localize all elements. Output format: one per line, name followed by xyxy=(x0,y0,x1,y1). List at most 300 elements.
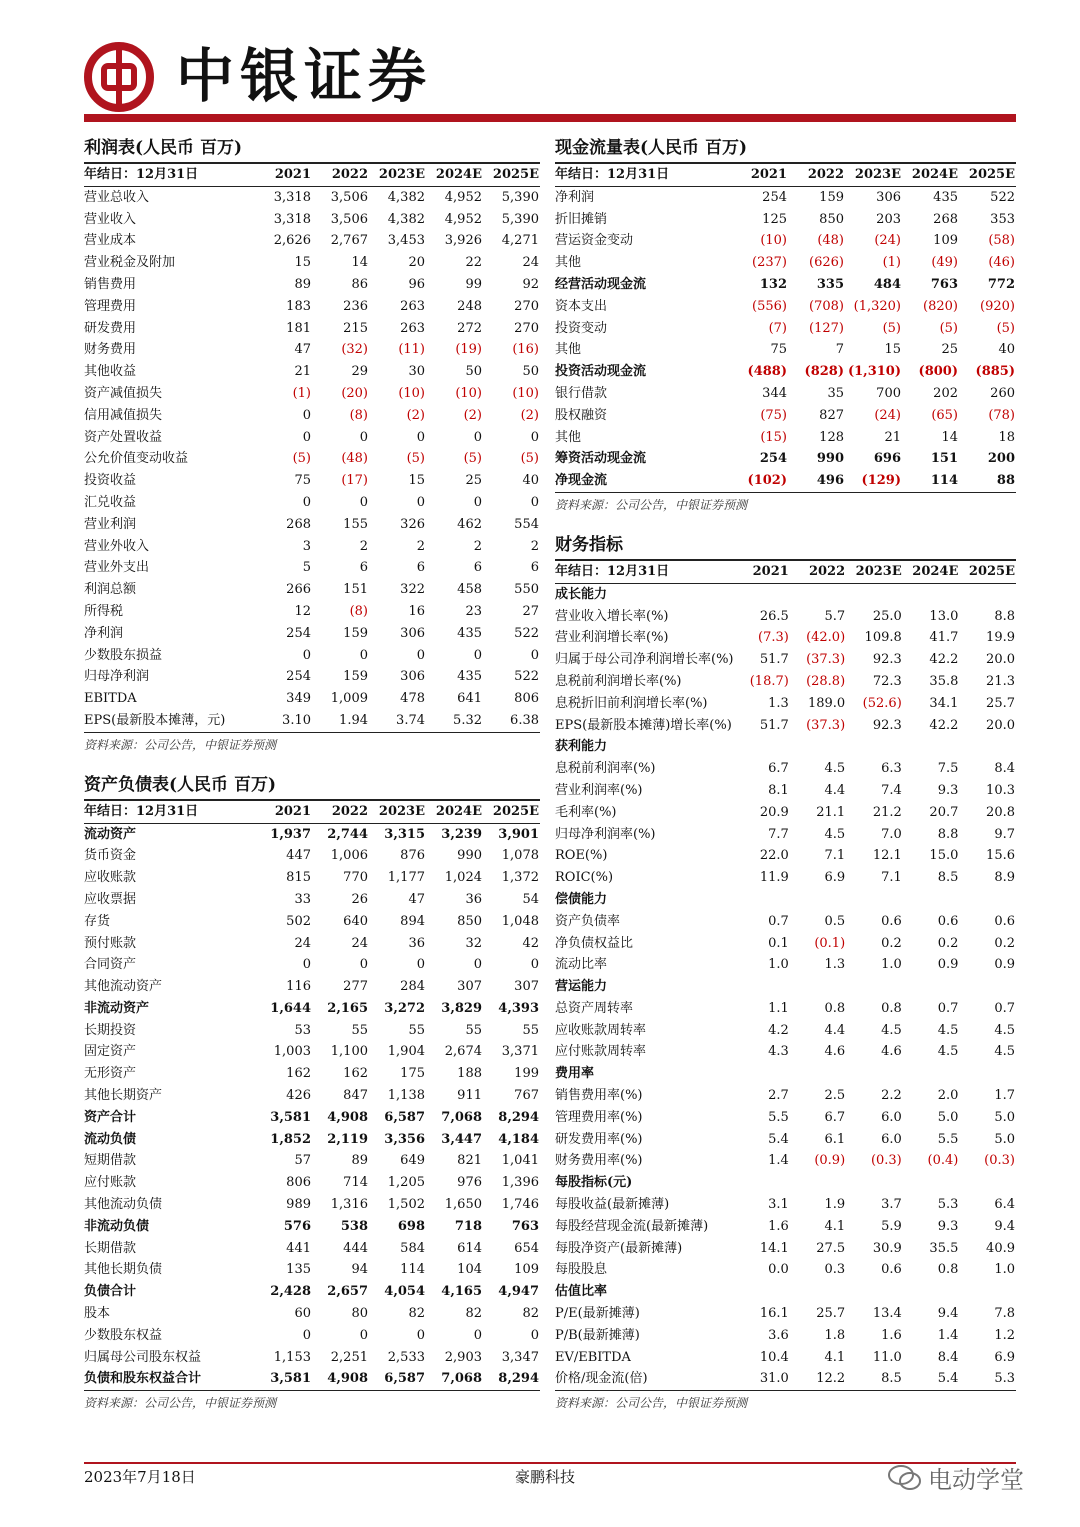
row-value: 99 xyxy=(465,276,482,292)
row-value: 584 xyxy=(400,1240,425,1256)
balance-title: 资产负债表(人民币 百万) xyxy=(84,771,540,801)
row-value: 349 xyxy=(286,691,311,707)
row-value: 0.3 xyxy=(824,1262,846,1278)
table-row xyxy=(555,1238,1016,1260)
row-value: 3,581 xyxy=(270,1371,311,1387)
table-row xyxy=(84,867,540,889)
table-row xyxy=(555,1216,1016,1238)
row-value: 6.38 xyxy=(510,712,539,728)
row-value xyxy=(734,736,790,758)
row-value: 0.1 xyxy=(768,935,789,951)
table-row xyxy=(84,383,540,405)
row-value: 1,078 xyxy=(501,848,539,864)
row-value xyxy=(959,736,1016,758)
row-value: 9.4 xyxy=(937,1306,959,1322)
table-row xyxy=(84,1238,540,1260)
row-label: EPS(最新股本摊薄，元) xyxy=(84,712,226,728)
indicators-source: 资料来源：公司公告，中银证券预测 xyxy=(555,1390,1016,1415)
row-value: 40.9 xyxy=(986,1240,1015,1256)
row-label: 销售费用 xyxy=(84,276,137,292)
row-value: (129) xyxy=(861,473,901,489)
row-value: 0 xyxy=(473,647,482,663)
row-value: (10) xyxy=(455,385,482,401)
row-label: 净现金流 xyxy=(555,473,608,489)
row-value: 25.0 xyxy=(872,608,902,624)
row-label: 长期投资 xyxy=(84,1022,137,1038)
row-value: 7,068 xyxy=(441,1371,482,1387)
table-row xyxy=(555,1041,1016,1063)
table-row xyxy=(555,186,1016,208)
table-row xyxy=(84,1172,540,1194)
row-value: 990 xyxy=(816,451,844,467)
row-value: 155 xyxy=(343,516,368,532)
row-value: (0.1) xyxy=(814,935,846,951)
row-value: 55 xyxy=(408,1022,425,1038)
row-value: 114 xyxy=(930,473,958,489)
row-value: 25 xyxy=(465,473,482,489)
row-value: 344 xyxy=(762,385,787,401)
row-value: 2,767 xyxy=(330,233,368,249)
row-value: 0.6 xyxy=(994,913,1015,929)
row-value: 0 xyxy=(473,957,482,973)
row-value: 767 xyxy=(514,1088,539,1104)
table-row xyxy=(84,1347,540,1369)
row-value: 1,852 xyxy=(270,1131,311,1147)
table-row xyxy=(84,339,540,361)
footer-rule xyxy=(84,1462,1016,1464)
row-value: 80 xyxy=(351,1306,368,1322)
row-value: 8.4 xyxy=(937,1349,959,1365)
indicators-title: 财务指标 xyxy=(555,531,1016,561)
row-label: 应收账款 xyxy=(84,870,137,886)
row-value: 266 xyxy=(286,582,311,598)
balance-table xyxy=(84,801,540,1391)
row-value: 763 xyxy=(930,276,958,292)
row-value: 1.3 xyxy=(824,957,846,973)
row-value: 2,744 xyxy=(327,826,368,842)
row-value xyxy=(959,1281,1016,1303)
row-value: 135 xyxy=(286,1262,311,1278)
table-row xyxy=(555,780,1016,802)
row-value: (10) xyxy=(398,385,425,401)
row-value: 0 xyxy=(530,1327,539,1343)
row-value: 26 xyxy=(351,891,368,907)
row-label: 应付账款 xyxy=(84,1175,137,1191)
row-value: 2,626 xyxy=(273,233,311,249)
table-row xyxy=(84,601,540,623)
row-value: 0 xyxy=(473,1327,482,1343)
row-value: 5.3 xyxy=(994,1371,1015,1387)
row-value: (0.3) xyxy=(984,1153,1015,1169)
row-value: 522 xyxy=(990,189,1015,205)
header-label: 年结日：12月31日 xyxy=(84,164,255,186)
table-row xyxy=(84,1281,540,1303)
row-value: 1.4 xyxy=(768,1153,789,1169)
table-row xyxy=(84,688,540,710)
row-value: 447 xyxy=(286,848,311,864)
table-row xyxy=(84,889,540,911)
row-value: 254 xyxy=(762,189,787,205)
row-value: 1,316 xyxy=(330,1197,368,1213)
row-value: 1.0 xyxy=(768,957,789,973)
row-value: 4.3 xyxy=(768,1044,789,1060)
row-value: 10.3 xyxy=(986,782,1015,798)
row-value: 6 xyxy=(473,560,482,576)
row-value: 2 xyxy=(530,538,539,554)
right-column xyxy=(555,134,1016,1429)
row-value: (49) xyxy=(931,255,958,271)
row-value: 92.3 xyxy=(872,717,902,733)
row-value: 10.4 xyxy=(759,1349,789,1365)
row-value: (37.3) xyxy=(806,717,846,733)
row-value: 0.7 xyxy=(937,1000,959,1016)
row-value: 3,506 xyxy=(330,189,368,205)
row-value: 1.9 xyxy=(824,1197,846,1213)
table-row xyxy=(555,889,1016,911)
table-row xyxy=(84,623,540,645)
row-value: 175 xyxy=(400,1066,425,1082)
row-value: 5.4 xyxy=(768,1131,789,1147)
row-value: 89 xyxy=(294,276,311,292)
row-value: (626) xyxy=(809,255,844,271)
table-row xyxy=(84,405,540,427)
row-value: 12.2 xyxy=(816,1371,846,1387)
row-value: 0.5 xyxy=(824,913,846,929)
brand-name: 中银证券 xyxy=(176,42,433,110)
row-label: 营业成本 xyxy=(84,233,137,249)
row-label: 筹资活动现金流 xyxy=(555,451,647,467)
row-value: (820) xyxy=(923,298,958,314)
row-value: 3,453 xyxy=(387,233,425,249)
row-value: 714 xyxy=(343,1175,368,1191)
row-value: 14.1 xyxy=(759,1240,789,1256)
row-value: 5.5 xyxy=(937,1131,959,1147)
row-value: 109 xyxy=(933,233,958,249)
row-value: 6.7 xyxy=(768,761,789,777)
row-value: (0.4) xyxy=(927,1153,959,1169)
table-header-row xyxy=(555,561,1016,583)
table-header-row xyxy=(555,164,1016,186)
row-label: 财务费用 xyxy=(84,342,137,358)
row-value: (1,320) xyxy=(853,298,901,314)
row-value: 850 xyxy=(819,211,844,227)
row-value: 3.1 xyxy=(768,1197,789,1213)
row-value: 15 xyxy=(884,342,901,358)
row-value: 1,048 xyxy=(501,913,539,929)
row-value: 976 xyxy=(457,1175,482,1191)
row-value: (16) xyxy=(512,342,539,358)
row-value: 263 xyxy=(400,320,425,336)
row-label: 每股经营现金流(最新摊薄) xyxy=(555,1218,709,1234)
row-value: 55 xyxy=(522,1022,539,1038)
row-value: 821 xyxy=(457,1153,482,1169)
row-value: 827 xyxy=(819,407,844,423)
row-value: 4.6 xyxy=(824,1044,846,1060)
row-label: P/E(最新摊薄) xyxy=(555,1306,640,1322)
row-label: 资产合计 xyxy=(84,1109,137,1125)
row-value: 1.6 xyxy=(881,1327,902,1343)
row-value: 21 xyxy=(294,364,311,380)
row-value: 20.8 xyxy=(986,804,1015,820)
row-label: 营业总收入 xyxy=(84,189,150,205)
row-value: 96 xyxy=(408,276,425,292)
row-value: 484 xyxy=(873,276,901,292)
row-value: 3,901 xyxy=(498,826,539,842)
table-row xyxy=(84,1041,540,1063)
table-row xyxy=(84,318,540,340)
row-value: 7.8 xyxy=(994,1306,1015,1322)
row-value: 23 xyxy=(465,603,482,619)
row-label: 营业利润率(%) xyxy=(555,782,643,798)
row-value: (800) xyxy=(918,364,958,380)
row-value: 876 xyxy=(400,848,425,864)
row-label: 价格/现金流(倍) xyxy=(555,1371,648,1387)
header-year: 2024E xyxy=(903,561,960,583)
table-row xyxy=(555,845,1016,867)
table-row xyxy=(84,1303,540,1325)
row-value: (46) xyxy=(988,255,1015,271)
watermark-text: 电动学堂 xyxy=(928,1466,1024,1494)
table-row xyxy=(555,1150,1016,1172)
row-value: 0.7 xyxy=(768,913,789,929)
row-value: 35.5 xyxy=(929,1240,959,1256)
row-value xyxy=(903,1063,960,1085)
row-value: (920) xyxy=(980,298,1015,314)
row-label: 毛利率(%) xyxy=(555,804,617,820)
table-row xyxy=(84,710,540,732)
row-label: 非流动资产 xyxy=(84,1000,150,1016)
row-label: 资产处置收益 xyxy=(84,429,163,445)
row-value: 4,393 xyxy=(498,1000,539,1016)
table-row xyxy=(84,823,540,845)
row-value: (5) xyxy=(882,320,901,336)
row-value: 326 xyxy=(400,516,425,532)
row-value: 20 xyxy=(408,255,425,271)
table-row xyxy=(555,1020,1016,1042)
row-value: 0.0 xyxy=(768,1262,789,1278)
row-value: 248 xyxy=(457,298,482,314)
row-value: (127) xyxy=(809,320,844,336)
row-label: 股权融资 xyxy=(555,407,608,423)
row-value: 30 xyxy=(408,364,425,380)
row-label: 所得税 xyxy=(84,603,124,619)
row-value xyxy=(790,976,846,998)
row-label: 信用减值损失 xyxy=(84,407,163,423)
row-value: 426 xyxy=(286,1088,311,1104)
row-label: 估值比率 xyxy=(555,1284,608,1300)
row-label: 财务费用率(%) xyxy=(555,1153,643,1169)
row-value: (42.0) xyxy=(806,630,846,646)
row-value: 2,428 xyxy=(270,1284,311,1300)
row-value xyxy=(846,1172,903,1194)
row-value: 7.1 xyxy=(824,848,846,864)
row-label: 销售费用率(%) xyxy=(555,1088,643,1104)
row-value: (0.3) xyxy=(870,1153,902,1169)
row-value: 3.6 xyxy=(768,1327,789,1343)
row-value: 128 xyxy=(819,429,844,445)
table-row xyxy=(555,252,1016,274)
row-value: 203 xyxy=(876,211,901,227)
row-value: 0 xyxy=(359,429,368,445)
row-value: 3,447 xyxy=(441,1131,482,1147)
table-row xyxy=(555,1194,1016,1216)
row-label: 资产减值损失 xyxy=(84,385,163,401)
row-value xyxy=(846,1281,903,1303)
table-row xyxy=(84,579,540,601)
row-value xyxy=(790,1172,846,1194)
row-value: 20.0 xyxy=(986,652,1015,668)
row-value: (24) xyxy=(874,233,901,249)
row-value: 50 xyxy=(522,364,539,380)
table-row xyxy=(555,933,1016,955)
header-year: 2023E xyxy=(369,164,426,186)
cashflow-table xyxy=(555,164,1016,492)
row-value: 92 xyxy=(522,276,539,292)
row-value: 94 xyxy=(351,1262,368,1278)
row-value xyxy=(846,1063,903,1085)
table-row xyxy=(84,1368,540,1390)
row-value: 4,908 xyxy=(327,1109,368,1125)
row-value: 5.0 xyxy=(994,1131,1015,1147)
row-value: 270 xyxy=(514,320,539,336)
table-row xyxy=(84,230,540,252)
table-row xyxy=(84,252,540,274)
row-value: 0 xyxy=(530,957,539,973)
row-value: 640 xyxy=(343,913,368,929)
row-value: 7.4 xyxy=(881,782,902,798)
row-value: 11.9 xyxy=(759,870,789,886)
row-value xyxy=(734,1063,790,1085)
row-label: 归属母公司股东权益 xyxy=(84,1349,202,1365)
row-value: 6 xyxy=(530,560,539,576)
row-value: 894 xyxy=(400,913,425,929)
row-value: 188 xyxy=(457,1066,482,1082)
row-label: 归母净利润率(%) xyxy=(555,826,656,842)
table-row xyxy=(555,274,1016,296)
header-year: 2025E xyxy=(959,561,1016,583)
row-value xyxy=(846,889,903,911)
table-row xyxy=(555,427,1016,449)
row-value: 27 xyxy=(522,603,539,619)
row-value: 7.0 xyxy=(881,826,902,842)
row-value: 60 xyxy=(294,1306,311,1322)
watermark xyxy=(888,1460,1024,1495)
row-value: 306 xyxy=(400,625,425,641)
table-row xyxy=(555,470,1016,492)
row-value: 9.7 xyxy=(994,826,1015,842)
row-value: 215 xyxy=(343,320,368,336)
row-label: 研发费用 xyxy=(84,320,137,336)
row-label: 公允价值变动收益 xyxy=(84,451,189,467)
row-label: 成长能力 xyxy=(555,586,608,602)
row-value: 335 xyxy=(816,276,844,292)
wechat-icon xyxy=(888,1464,922,1492)
row-value xyxy=(903,1172,960,1194)
row-value: 29 xyxy=(351,364,368,380)
row-value: 21.1 xyxy=(816,804,846,820)
row-value: 8.1 xyxy=(768,782,789,798)
row-value: 6 xyxy=(416,560,425,576)
row-value: 254 xyxy=(759,451,787,467)
row-value: 1,024 xyxy=(444,870,482,886)
row-label: 流动比率 xyxy=(555,957,608,973)
table-row xyxy=(555,1129,1016,1151)
row-value: 42.2 xyxy=(929,717,959,733)
row-label: 投资变动 xyxy=(555,320,608,336)
row-value: 763 xyxy=(511,1218,539,1234)
row-value: 5.3 xyxy=(937,1197,959,1213)
row-value: 654 xyxy=(514,1240,539,1256)
row-value: 25 xyxy=(941,342,958,358)
indicators-table xyxy=(555,561,1016,1390)
row-value: 1,372 xyxy=(501,870,539,886)
row-value: 4,271 xyxy=(501,233,539,249)
row-value: 2 xyxy=(416,538,425,554)
row-value: 718 xyxy=(454,1218,482,1234)
row-label: 预付账款 xyxy=(84,935,137,951)
row-value: 0 xyxy=(530,429,539,445)
row-value: (885) xyxy=(975,364,1015,380)
row-value: 307 xyxy=(514,979,539,995)
row-value: 4.2 xyxy=(768,1022,789,1038)
row-value: 4.5 xyxy=(994,1022,1015,1038)
row-value: 5.0 xyxy=(994,1109,1015,1125)
row-value: 0 xyxy=(473,429,482,445)
table-row xyxy=(84,998,540,1020)
row-value: 6.3 xyxy=(881,761,902,777)
row-value: 9.3 xyxy=(937,1218,959,1234)
row-label: 其他流动资产 xyxy=(84,979,163,995)
row-label: 营业收入 xyxy=(84,211,137,227)
row-value: (2) xyxy=(463,407,482,423)
table-row xyxy=(555,758,1016,780)
row-value: 1,644 xyxy=(270,1000,311,1016)
row-value: 550 xyxy=(514,582,539,598)
row-value: 4,184 xyxy=(498,1131,539,1147)
table-row xyxy=(84,911,540,933)
header-year: 2021 xyxy=(255,164,312,186)
table-row xyxy=(84,666,540,688)
row-value xyxy=(903,1281,960,1303)
row-label: 存货 xyxy=(84,913,111,929)
row-value: (2) xyxy=(406,407,425,423)
header-year: 2025E xyxy=(483,801,540,823)
row-value: 54 xyxy=(522,891,539,907)
row-value: 1,746 xyxy=(501,1197,539,1213)
row-label: 其他长期负债 xyxy=(84,1262,163,1278)
row-value: 21.2 xyxy=(872,804,902,820)
row-value: 53 xyxy=(294,1022,311,1038)
row-value: (708) xyxy=(809,298,844,314)
row-value: 82 xyxy=(408,1306,425,1322)
row-value: 32 xyxy=(465,935,482,951)
table-row xyxy=(555,209,1016,231)
row-value xyxy=(790,583,846,605)
row-value: 15 xyxy=(408,473,425,489)
row-label: 管理费用 xyxy=(84,298,137,314)
row-value: (37.3) xyxy=(806,652,846,668)
row-value: 8.5 xyxy=(937,870,959,886)
row-value: 4.4 xyxy=(824,782,846,798)
row-value: 114 xyxy=(400,1262,425,1278)
row-value: 3,356 xyxy=(384,1131,425,1147)
footer-company: 豪鹏科技 xyxy=(515,1468,576,1486)
row-value: 1,205 xyxy=(387,1175,425,1191)
row-value: 806 xyxy=(286,1175,311,1191)
table-row xyxy=(84,296,540,318)
row-value: 189.0 xyxy=(807,695,846,711)
row-value: 75 xyxy=(294,473,311,489)
